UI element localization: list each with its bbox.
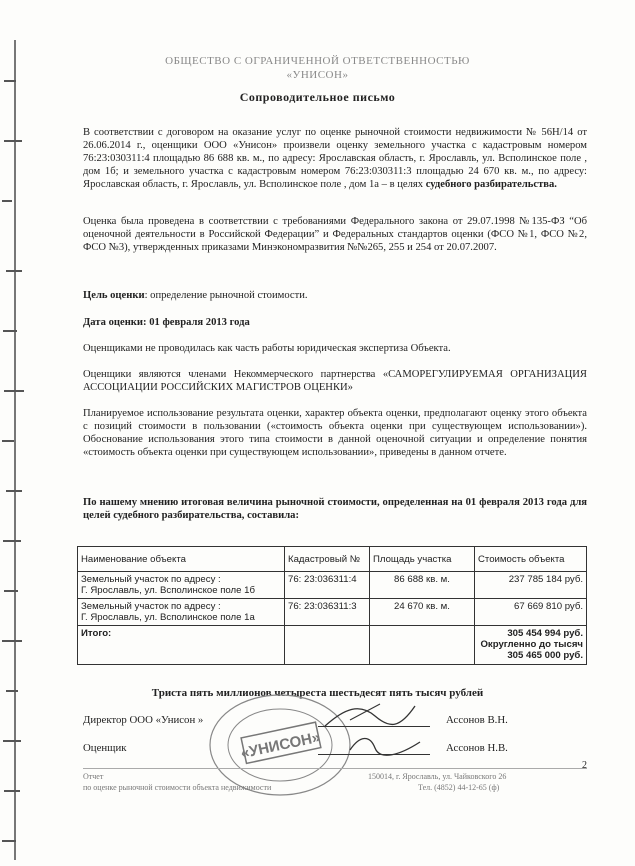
stamp-text: «УНИСОН» (239, 728, 322, 763)
paragraph-legal: Оценщиками не проводилась как часть работы юридическая экспертиза Объекта. (83, 343, 451, 354)
table-row (78, 599, 587, 626)
table-cell-name (78, 572, 285, 599)
appraiser-signature (345, 730, 425, 760)
director-name: Ассонов В.Н. (446, 714, 508, 726)
date-value: 01 февраля 2013 года (146, 317, 250, 328)
paragraph-membership: Оценщики являются членами Некоммерческого партнерства «САМОРЕГУЛИРУЕМАЯ ОРГАНИЗАЦИЯ АССОЦИАЦИИ РОССИЙСКИХ МАГИСТРОВ ОЦЕНКИ» (83, 369, 587, 393)
footer-right-line2: Тел. (4852) 44-12-65 (ф) (418, 783, 500, 792)
table-header-cell: Стоимость объекта (475, 547, 587, 572)
footer-divider (83, 768, 587, 769)
table-cell-area: 86 688 кв. м. (370, 572, 475, 599)
table-cell-name-line2: Г. Ярославль, ул. Всполинское поле 1б (81, 585, 255, 596)
paragraph-date (83, 316, 587, 329)
paragraph-standards: Оценка была проведена в соответствии с требованиями Федерального закона от 29.07.1998 №135-ФЗ “Об оценочной деятельности в Российской Федерации” и Федеральных стандартов оценки (ФСО №1, ФСО №2, ФСО №3), утвержденных приказами Минэкономразвития №№265, 255 и 254 от 20.07.2007. (83, 216, 587, 253)
paragraph-contract-text: В соответствии с договором на оказание услуг по оценке рыночной стоимости недвижимости № 56Н/14 от 26.06.2014 г., оценщики ООО «Унисон» произвели оценку земельного участка с кадастровым номером 76:23:030311:4 площадью 86 688 кв. м., по адресу: Ярославская область, г. Ярославль, ул. Всполинское поле , дом 1б; и земельного участка с кадастровым номером 76:23:030311:3 площадью 24 670 кв. м., по адресу: Ярославская область, г. Ярославль, ул. Всполинское поле , дом 1а – в целях (83, 127, 587, 190)
table-total-empty (370, 626, 475, 665)
paragraph-contract (83, 126, 587, 191)
table-cell-name (78, 599, 285, 626)
director-label: Директор ООО «Унисон » (83, 714, 204, 726)
table-total-row (78, 626, 587, 665)
date-label: Дата оценки: (83, 317, 147, 328)
table-cell-cost: 67 669 810 руб. (475, 599, 587, 626)
appraiser-label: Оценщик (83, 742, 127, 754)
table-header-cell: Кадастровый № (285, 547, 370, 572)
table-total-empty (285, 626, 370, 665)
table-total-rounded-label: Округленно до тысяч (480, 639, 583, 650)
footer-left-line1: Отчет (83, 772, 104, 781)
table-header-row (78, 547, 587, 572)
letter-title: Сопроводительное письмо (239, 90, 396, 104)
table-total-sum: 305 454 994 руб. (507, 628, 583, 639)
page-number: 2 (582, 760, 587, 771)
table-total-label: Итого: (78, 626, 285, 665)
table-cell-area: 24 670 кв. м. (370, 599, 475, 626)
paragraph-usage: Планируемое использование результата оценки, характер объекта оценки, предполагают оценку этого объекта с позиций стоимости в пользовании («стоимость объекта оценки при существующем использовании»). Обоснование использования этого типа стоимости в данной оценочной ситуации и определение понятия «стоимость объекта оценки при существующем использовании», приведены в данном отчете. (83, 408, 587, 458)
table-cell-name-line2: Г. Ярославль, ул. Всполинское поле 1а (81, 612, 255, 623)
paragraph-conclusion: По нашему мнению итоговая величина рыночной стоимости, определенная на 01 февраля 2013 года для целей судебного разбирательства, составила: (83, 497, 587, 521)
purpose-label: Цель оценки (83, 290, 145, 301)
appraiser-signature-line (318, 754, 430, 755)
appraiser-name: Ассонов Н.В. (446, 742, 508, 754)
org-name-line2: «УНИСОН» (286, 69, 349, 81)
table-row (78, 572, 587, 599)
paragraph-contract-purpose: судебного разбирательства. (425, 179, 557, 190)
valuation-table (77, 546, 587, 665)
amount-in-words: Триста пять миллионов четыреста шестьдесят пять тысяч рублей (151, 687, 484, 699)
director-signature-line (318, 726, 430, 727)
footer-left-line2: по оценке рыночной стоимости объекта недвижимости (83, 783, 272, 792)
binder-marks (0, 40, 40, 860)
table-cell-cadastral: 76: 23:036311:3 (285, 599, 370, 626)
table-cell-name-line1: Земельный участок по адресу : (81, 574, 221, 585)
paragraph-purpose (83, 289, 587, 302)
purpose-value: : определение рыночной стоимости. (144, 290, 308, 301)
table-total-rounded: 305 465 000 руб. (507, 650, 583, 661)
table-total-values (475, 626, 587, 665)
org-name-line1: ОБЩЕСТВО С ОГРАНИЧЕННОЙ ОТВЕТСТВЕННОСТЬЮ (165, 55, 470, 67)
table-cell-name-line1: Земельный участок по адресу : (81, 601, 221, 612)
footer-right-line1: 150014, г. Ярославль, ул. Чайковского 26 (368, 772, 507, 781)
table-cell-cost: 237 785 184 руб. (475, 572, 587, 599)
table-header-cell: Площадь участка (370, 547, 475, 572)
director-signature (320, 698, 420, 734)
table-header-cell: Наименование объекта (78, 547, 285, 572)
table-cell-cadastral: 76: 23:036311:4 (285, 572, 370, 599)
